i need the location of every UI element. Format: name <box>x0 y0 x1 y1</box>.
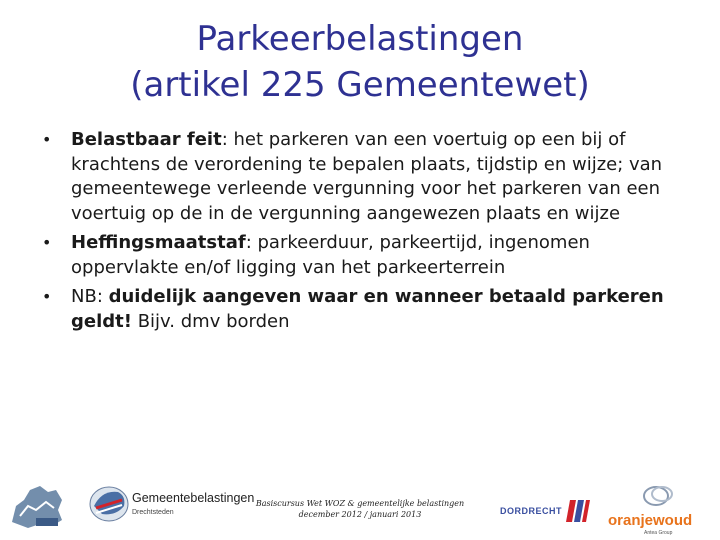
bullet-list <box>40 128 690 339</box>
gemeentebelastingen-title: Gemeentebelastingen <box>132 491 255 505</box>
bullet-text: : het parkeren van een voertuig op een bij of krachtens de verordening te bepalen plaats, tijdstip en wijze; van gemeentewege verleende vergunning voor het parkeren van een voertuig op de in de vergunning aangewezen plaats en wijze <box>71 129 663 224</box>
bullet-prefix: NB: <box>71 286 109 307</box>
dordrecht-text: DORDRECHT <box>500 506 562 516</box>
bullet-text: Bijv. dmv borden <box>131 310 290 332</box>
footer-course-line1: Basiscursus Wet WOZ & gemeentelijke belastingen <box>255 499 465 508</box>
gemeentebelastingen-logo <box>88 482 255 532</box>
bullet-term: Belastbaar feit <box>71 129 222 150</box>
gemeentebelastingen-icon <box>88 482 130 526</box>
drechtsteden-icon <box>6 476 70 532</box>
bullet-item <box>40 128 690 226</box>
bullet-item <box>40 285 690 334</box>
gemeentebelastingen-subtitle: Drechtsteden <box>132 509 174 516</box>
footer <box>0 470 720 540</box>
oranjewoud-logo <box>604 482 714 538</box>
bullet-term: Heffingsmaatstaf <box>71 232 246 253</box>
bullet-dot-icon: • <box>42 287 52 306</box>
footer-course-info <box>250 498 470 520</box>
bullet-dot-icon: • <box>42 233 52 252</box>
slide-title-line1: Parkeerbelastingen <box>196 19 524 59</box>
bullet-text: : parkeerduur, parkeertijd, ingenomen oppervlakte en/of ligging van het parkeerterrein <box>71 232 590 278</box>
bullet-term: duidelijk aangeven waar en wanneer betaald parkeren geldt! <box>71 286 664 332</box>
dordrecht-logo <box>500 498 600 528</box>
slide-title-line2: (artikel 225 Gemeentewet) <box>130 65 590 105</box>
slide-title <box>40 16 680 108</box>
oranjewoud-subtitle: Antea Group <box>644 530 673 536</box>
footer-course-line2: december 2012 / januari 2013 <box>298 510 422 519</box>
bullet-item <box>40 231 690 280</box>
dordrecht-icon <box>562 496 592 526</box>
oranjewoud-icon <box>638 482 678 512</box>
oranjewoud-text: oranjewoud <box>608 512 693 529</box>
bullet-dot-icon: • <box>42 130 52 149</box>
